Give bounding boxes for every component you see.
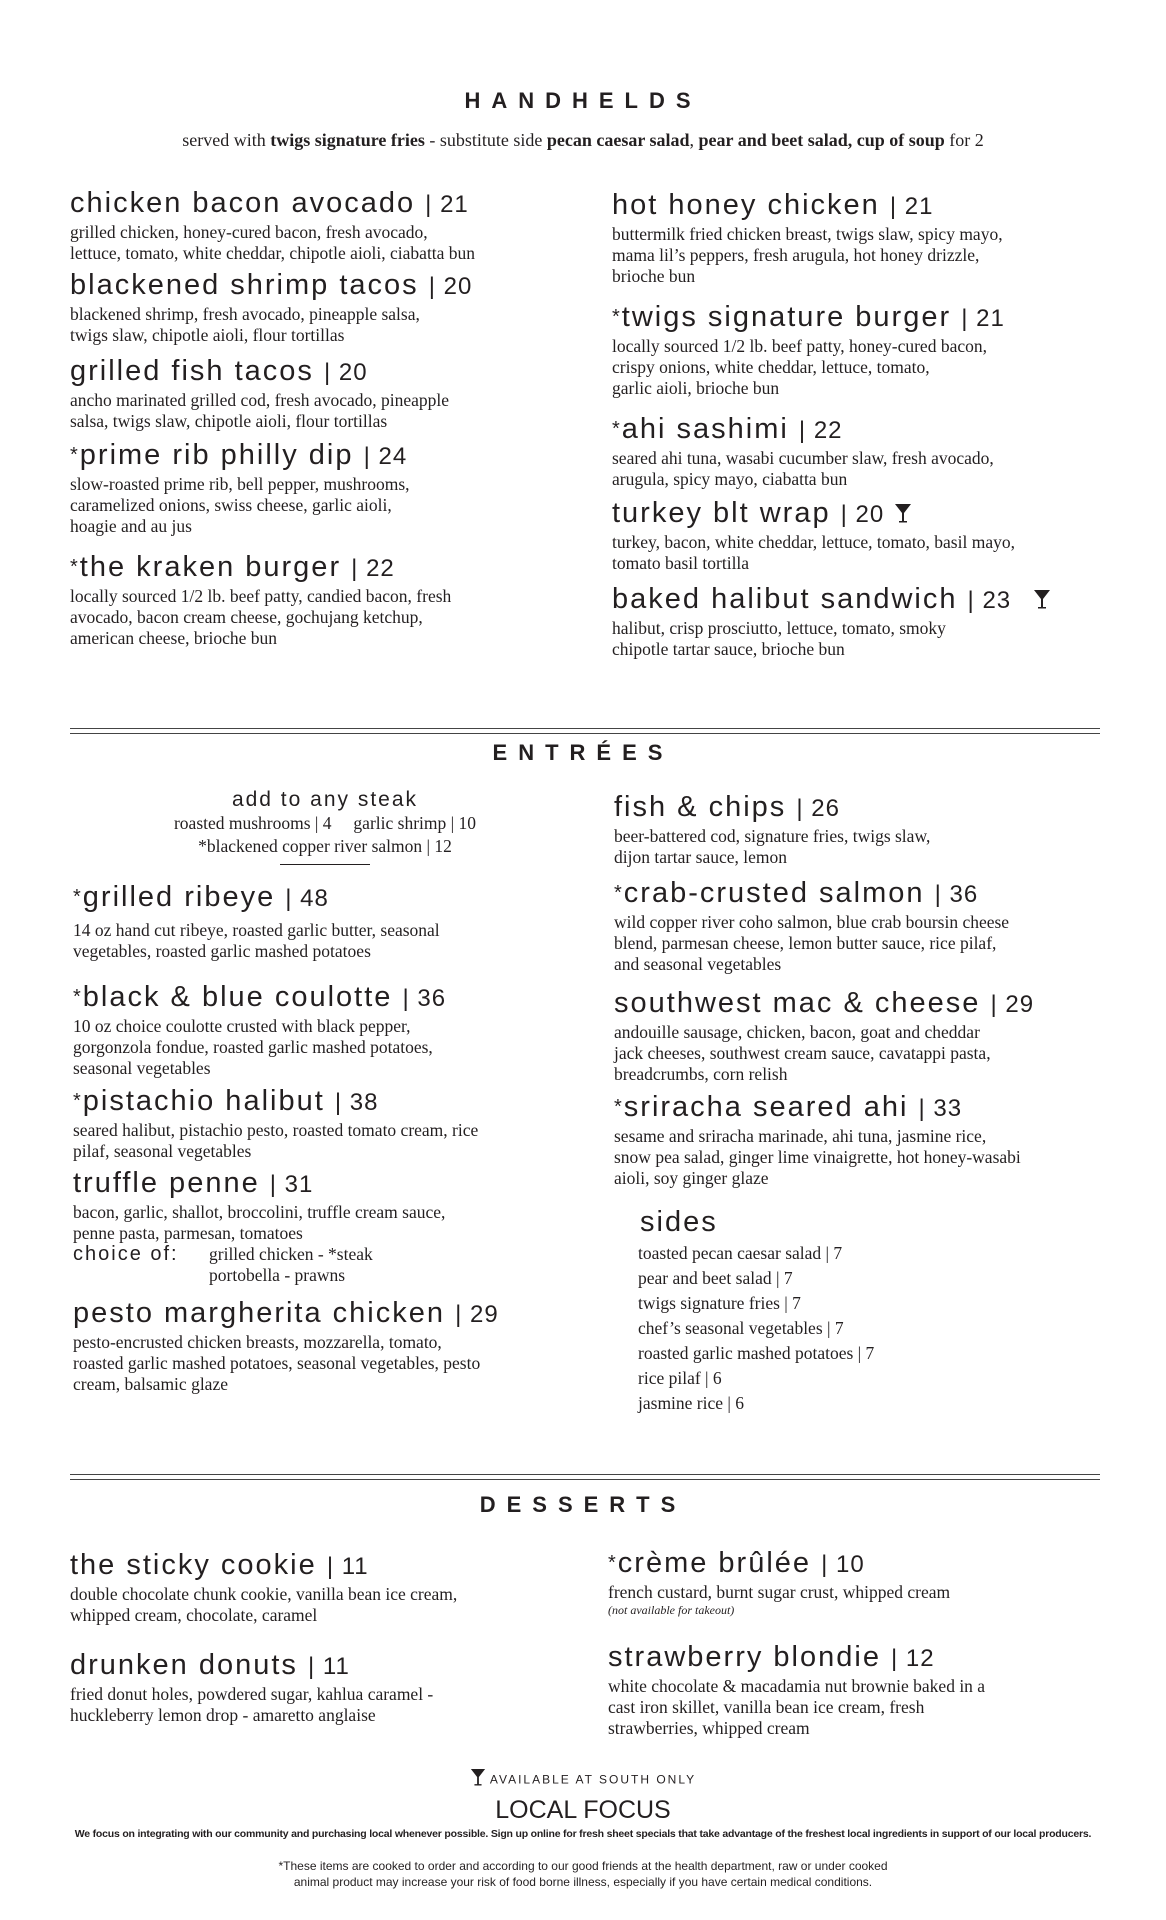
item-name: crème brûlée — [617, 1547, 812, 1579]
item-price: | 21 — [961, 305, 1005, 332]
item-price: | 48 — [285, 885, 329, 912]
side-item: pear and beet salad | 7 — [638, 1268, 793, 1288]
item-description: halibut, crisp prosciutto, lettuce, tomato, smoky chipotle tartar sauce, brioche bun — [612, 618, 946, 659]
item-description: locally sourced 1/2 lb. beef patty, honey-cured bacon, crispy onions, white cheddar, lettuce, tomato, garlic aioli, brioche bun — [612, 336, 987, 398]
item-name: ahi sashimi — [621, 413, 789, 445]
menu-item — [612, 188, 1003, 287]
item-price: | 21 — [425, 191, 469, 218]
item-star: * — [73, 886, 83, 908]
side-item: rice pilaf | 6 — [638, 1368, 722, 1388]
menu-item — [614, 1090, 1021, 1189]
item-name: turkey blt wrap — [612, 497, 831, 529]
section-title-desserts: DESSERTS — [479, 1492, 687, 1517]
item-description: blackened shrimp, fresh avocado, pineapple salsa, twigs slaw, chipotle aioli, flour tortillas — [70, 304, 420, 345]
choice-option: portobella - prawns — [209, 1265, 346, 1285]
item-description: ancho marinated grilled cod, fresh avocado, pineapple salsa, twigs slaw, chipotle aioli, flour tortillas — [70, 390, 450, 431]
item-name: the kraken burger — [79, 551, 342, 583]
item-price: | 20 — [840, 501, 885, 528]
item-name: prime rib philly dip — [79, 439, 354, 471]
menu-item — [70, 1648, 433, 1726]
menu-item — [608, 1546, 950, 1617]
subtitle-text: for 2 — [944, 130, 984, 150]
disclaimer-line: animal product may increase your risk of food borne illness, especially if you have certain medical conditions. — [293, 1875, 873, 1889]
addon-underline — [280, 864, 370, 865]
menu-item — [70, 354, 449, 432]
item-star: * — [614, 1096, 624, 1118]
item-price: | 22 — [798, 417, 843, 444]
item-star: * — [612, 418, 622, 440]
item-description: french custard, burnt sugar crust, whipped cream — [608, 1582, 951, 1602]
item-description: sesame and sriracha marinade, ahi tuna, jasmine rice, snow pea salad, ginger lime vinaigrette, hot honey-wasabi aioli, soy ginger glaze — [614, 1126, 1021, 1188]
item-description: white chocolate & macadamia nut brownie baked in a cast iron skillet, vanilla bean ice cream, fresh strawberries, whipped cream — [608, 1676, 986, 1738]
item-name: strawberry blondie — [608, 1641, 881, 1673]
subtitle-text: , — [689, 130, 699, 150]
item-price: | 10 — [821, 1551, 865, 1578]
item-description: beer-battered cod, signature fries, twigs slaw, dijon tartar sauce, lemon — [614, 826, 931, 867]
item-description: grilled chicken, honey-cured bacon, fresh avocado, lettuce, tomato, white cheddar, chipotle aioli, ciabatta bun — [70, 222, 476, 263]
sides-title: sides — [640, 1206, 718, 1238]
item-name: black & blue coulotte — [82, 981, 393, 1013]
handhelds-subtitle — [0, 130, 1166, 151]
disclaimer-line: *These items are cooked to order and according to our good friends at the health department, raw or under cooked — [278, 1859, 888, 1873]
side-item: chef’s seasonal vegetables | 7 — [638, 1318, 844, 1338]
sides-list — [640, 1206, 874, 1416]
item-name: blackened shrimp tacos — [70, 269, 419, 301]
item-name: sriracha seared ahi — [623, 1091, 909, 1123]
item-price: | 26 — [796, 795, 840, 822]
local-focus-title: LOCAL FOCUS — [495, 1796, 671, 1824]
health-disclaimer — [0, 1858, 1166, 1890]
subtitle-bold: twigs signature fries — [270, 130, 425, 150]
menu-item — [614, 790, 930, 868]
item-description: buttermilk fried chicken breast, twigs slaw, spicy mayo, mama lil’s peppers, fresh arugula, hot honey drizzle, brioche bun — [612, 224, 1003, 286]
menu-item — [70, 438, 410, 537]
item-price: | 29 — [990, 991, 1035, 1018]
item-price: | 24 — [363, 443, 408, 470]
item-description: andouille sausage, chicken, bacon, goat and cheddar jack cheeses, southwest cream sauce, cavatappi pasta, breadcrumbs, corn relish — [614, 1022, 991, 1084]
item-star: * — [612, 306, 622, 328]
addon-line: *blackened copper river salmon | 12 — [198, 836, 452, 856]
item-price: | 20 — [428, 273, 473, 300]
item-name: the sticky cookie — [70, 1549, 317, 1581]
item-price: | 20 — [324, 359, 368, 386]
item-description: slow-roasted prime rib, bell pepper, mushrooms, caramelized onions, swiss cheese, garlic aioli, hoagie and au jus — [70, 474, 410, 536]
item-price: | 29 — [455, 1301, 499, 1328]
choice-options — [73, 1244, 445, 1286]
south-only-legend — [0, 1768, 1166, 1791]
item-description: turkey, bacon, white cheddar, lettuce, tomato, basil mayo, tomato basil tortilla — [612, 532, 1015, 573]
south-only-text: AVAILABLE AT SOUTH ONLY — [489, 1772, 697, 1787]
menu-item — [612, 412, 994, 490]
addon-line: roasted mushrooms | 4 garlic shrimp | 10 — [173, 813, 477, 833]
item-price: | 22 — [351, 555, 395, 582]
side-item: toasted pecan caesar salad | 7 — [638, 1243, 843, 1263]
item-note: (not available for takeout) — [608, 1603, 735, 1617]
item-name: grilled fish tacos — [70, 355, 314, 387]
menu-item — [73, 1166, 445, 1286]
menu-item — [614, 986, 1034, 1085]
item-name: pistachio halibut — [82, 1085, 325, 1117]
item-name: hot honey chicken — [612, 189, 880, 221]
item-price: | 12 — [891, 1645, 935, 1672]
martini-glass-icon — [894, 497, 912, 531]
section-title-entrees: ENTRÉES — [492, 740, 674, 765]
item-description: wild copper river coho salmon, blue crab boursin cheese blend, parmesan cheese, lemon butter sauce, rice pilaf, and seasonal vegetables — [614, 912, 1010, 974]
item-price: | 38 — [334, 1089, 379, 1116]
item-description: 14 oz hand cut ribeye, roasted garlic butter, seasonal vegetables, roasted garlic mashed potatoes — [73, 920, 440, 961]
menu-item — [70, 1548, 457, 1626]
section-title-handhelds: HANDHELDS — [464, 88, 702, 113]
steak-addons — [110, 788, 540, 865]
menu-item — [70, 550, 451, 649]
item-description: 10 oz choice coulotte crusted with black pepper, gorgonzola fondue, roasted garlic mashed potatoes, seasonal vegetables — [73, 1016, 433, 1078]
item-name: southwest mac & cheese — [614, 987, 981, 1019]
item-name: grilled ribeye — [82, 881, 276, 913]
item-name: twigs signature burger — [621, 301, 952, 333]
menu-item — [73, 980, 446, 1079]
martini-glass-icon — [470, 1768, 486, 1791]
item-name: fish & chips — [614, 791, 787, 823]
addon-heading: add to any steak — [231, 788, 419, 811]
side-item: roasted garlic mashed potatoes | 7 — [638, 1343, 875, 1363]
menu-item — [73, 880, 440, 962]
martini-glass-icon — [1033, 583, 1051, 617]
menu-item — [608, 1640, 985, 1739]
menu-item — [614, 876, 1009, 975]
item-name: pesto margherita chicken — [73, 1297, 445, 1329]
item-price: | 33 — [918, 1095, 963, 1122]
item-description: fried donut holes, powdered sugar, kahlua caramel - huckleberry lemon drop - amaretto anglaise — [70, 1684, 434, 1725]
item-star: * — [73, 986, 83, 1008]
menu-item — [70, 268, 472, 346]
item-price: | 23 — [967, 587, 1012, 614]
item-description: seared halibut, pistachio pesto, roasted tomato cream, rice pilaf, seasonal vegetables — [73, 1120, 479, 1161]
item-name: crab-crusted salmon — [623, 877, 925, 909]
item-star: * — [614, 882, 624, 904]
menu-item — [612, 300, 1005, 399]
item-description: pesto-encrusted chicken breasts, mozzarella, tomato, roasted garlic mashed potatoes, seasonal vegetables, pesto cream, balsamic glaze — [73, 1332, 481, 1394]
choice-option: grilled chicken - *steak — [209, 1244, 373, 1264]
item-description: locally sourced 1/2 lb. beef patty, candied bacon, fresh avocado, bacon cream cheese, gochujang ketchup, american cheese, brioche bun — [70, 586, 452, 648]
item-description: bacon, garlic, shallot, broccolini, truffle cream sauce, penne pasta, parmesan, tomatoes — [73, 1202, 446, 1243]
subtitle-text: served with — [182, 130, 271, 150]
item-star: * — [70, 556, 80, 578]
subtitle-bold: pecan caesar salad — [546, 130, 690, 150]
section-divider — [70, 728, 1100, 734]
side-item: jasmine rice | 6 — [638, 1393, 745, 1413]
menu-item — [612, 496, 1015, 574]
item-name: truffle penne — [73, 1167, 260, 1199]
item-price: | 31 — [269, 1171, 314, 1198]
choice-label: choice of: — [73, 1243, 179, 1265]
menu-item — [612, 582, 1051, 660]
local-focus-text: We focus on integrating with our community and purchasing local whenever possible. Sign up online for fresh sheet specials that take advantage of the freshest local ingredients in support of our local producers. — [74, 1828, 1092, 1840]
item-price: | 11 — [326, 1553, 369, 1580]
item-star: * — [608, 1552, 618, 1574]
item-name: chicken bacon avocado — [70, 187, 416, 219]
item-star: * — [73, 1090, 83, 1112]
item-price: | 36 — [934, 881, 979, 908]
menu-item — [73, 1296, 499, 1395]
item-price: | 11 — [308, 1653, 350, 1680]
section-divider — [70, 1474, 1100, 1480]
menu-item — [73, 1084, 478, 1162]
item-description: seared ahi tuna, wasabi cucumber slaw, fresh avocado, arugula, spicy mayo, ciabatta bun — [612, 448, 994, 489]
item-price: | 36 — [402, 985, 447, 1012]
subtitle-text: - substitute side — [424, 130, 547, 150]
item-name: baked halibut sandwich — [612, 583, 958, 615]
item-price: | 21 — [889, 193, 934, 220]
side-item: twigs signature fries | 7 — [638, 1293, 801, 1313]
item-name: drunken donuts — [70, 1649, 298, 1681]
item-star: * — [70, 444, 80, 466]
menu-item — [70, 186, 475, 264]
item-description: double chocolate chunk cookie, vanilla bean ice cream, whipped cream, chocolate, caramel — [70, 1584, 458, 1625]
subtitle-bold: pear and beet salad, cup of soup — [698, 130, 945, 150]
